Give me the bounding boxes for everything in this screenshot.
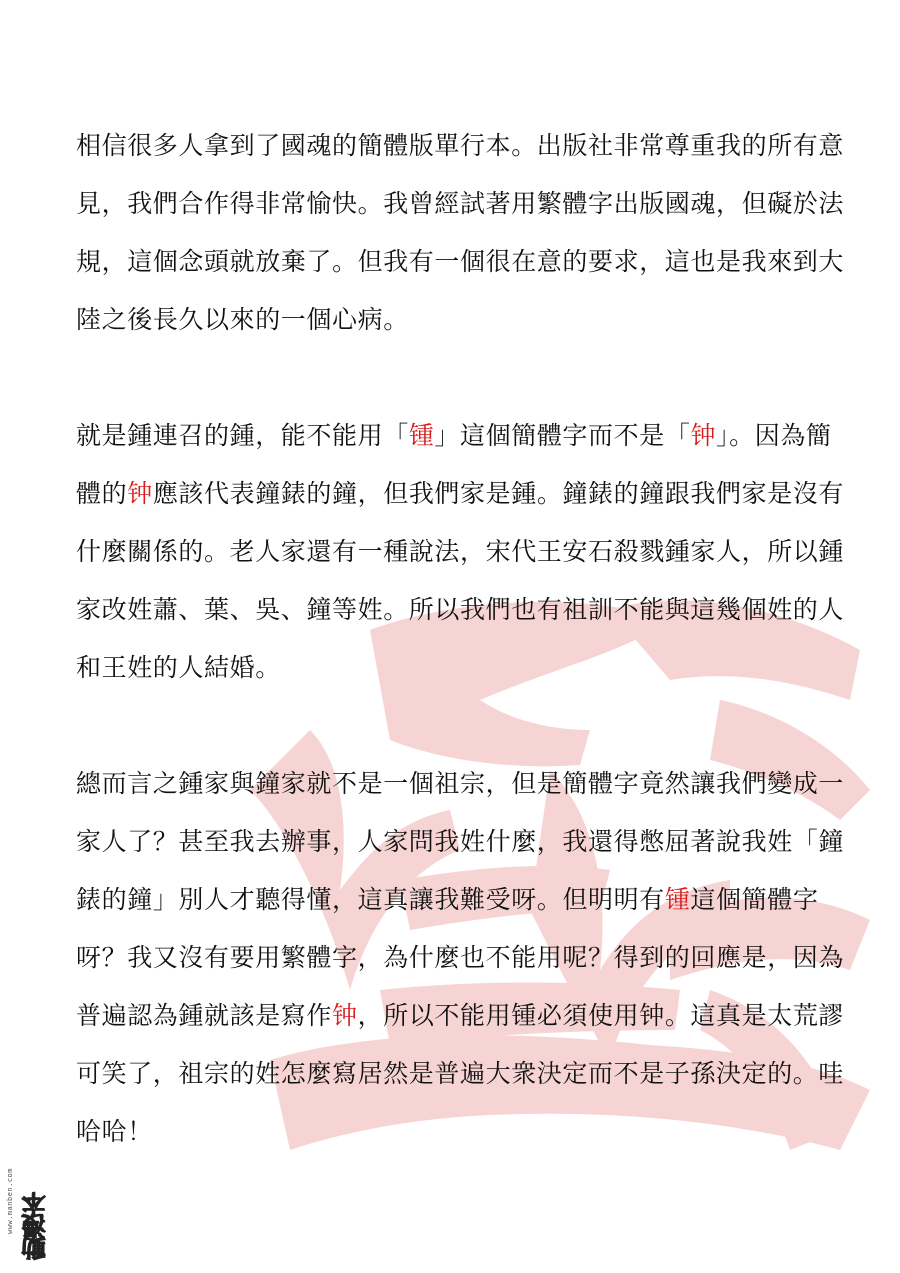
document-body: [76, 117, 846, 1161]
text-run: 」。因為簡體的: [76, 421, 832, 508]
text-run: 總而言之鍾家與鐘家就不是一個祖宗，但是簡體字竟然讓我們變成一家人了？甚至我去辦事，人家問我姓什麼，我還得憋屈著說我姓「鐘錶的鐘」別人才聽得懂，這真讓我難受呀。但明明有: [76, 769, 845, 914]
highlighted-character: 锺: [408, 421, 435, 450]
highlighted-character: 钟: [332, 1001, 358, 1030]
highlighted-character: 钟: [127, 479, 153, 508]
text-run: 應該代表鐘錶的鐘，但我們家是鍾。鐘錶的鐘跟我們家是沒有什麼關係的。老人家還有一種說法，宋代王安石殺戮鍾家人，所以鍾家改姓蕭、葉、吳、鐘等姓。所以我們也有祖訓不能與這幾個姓的人和王姓的人結婚。: [76, 479, 845, 682]
text-run: ，所以不能用锺必須使用钟。這真是太荒謬可笑了，祖宗的姓怎麼寫居然是普遍大衆決定而不是子孫決定的。哇哈哈！: [76, 1001, 845, 1146]
text-run: 就是鍾連召的鍾，能不能用「: [76, 421, 409, 450]
highlighted-character: 钟: [690, 421, 717, 450]
paragraph-2: [76, 407, 846, 697]
site-logo: 動漫本: [22, 1194, 50, 1260]
paragraph-1: [76, 117, 846, 349]
site-url: www.manben.com: [6, 1168, 14, 1235]
paragraph-3: [76, 755, 846, 1161]
text-run: 相信很多人拿到了國魂的簡體版單行本。出版社非常尊重我的所有意見，我們合作得非常愉快。我曾經試著用繁體字出版國魂，但礙於法規，這個念頭就放棄了。但我有一個很在意的要求，這也是我來到大陸之後長久以來的一個心病。: [76, 131, 845, 334]
text-run: 」這個簡體字而不是「: [434, 421, 691, 450]
highlighted-character: 锺: [664, 885, 691, 914]
text-run: 這個簡體字呀？我又沒有要用繁體字，為什麼也不能用呢？得到的回應是，因為普遍認為鍾就該是寫作: [76, 885, 845, 1030]
